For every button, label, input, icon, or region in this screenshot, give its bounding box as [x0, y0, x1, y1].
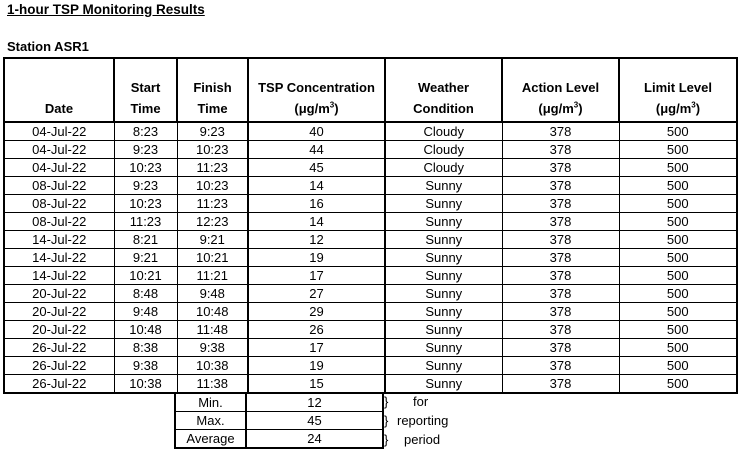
cell-limit-level: 500: [619, 285, 737, 303]
cell-action-level: 378: [502, 141, 619, 159]
cell-weather: Cloudy: [385, 159, 502, 177]
brace-glyph: }: [384, 432, 389, 447]
cell-limit-level: 500: [619, 249, 737, 267]
cell-weather: Sunny: [385, 195, 502, 213]
cell-tsp: 40: [248, 122, 385, 141]
cell-start-time: 8:23: [114, 122, 177, 141]
cell-date: 14-Jul-22: [4, 231, 114, 249]
brace-glyph: }: [384, 394, 389, 409]
cell-tsp: 17: [248, 267, 385, 285]
cell-tsp: 45: [248, 159, 385, 177]
cell-date: 04-Jul-22: [4, 159, 114, 177]
cell-tsp: 12: [248, 231, 385, 249]
summary-label: Min.: [175, 394, 246, 412]
cell-limit-level: 500: [619, 321, 737, 339]
cell-date: 04-Jul-22: [4, 122, 114, 141]
reporting-period-text: for: [413, 394, 429, 409]
cell-tsp: 26: [248, 321, 385, 339]
station-label: Station ASR1: [7, 39, 89, 54]
cell-weather: Sunny: [385, 177, 502, 195]
reporting-period-text: reporting: [397, 413, 449, 428]
header-finish-time: [177, 58, 248, 122]
cell-tsp: 14: [248, 213, 385, 231]
summary-label: Average: [175, 430, 246, 449]
cell-limit-level: 500: [619, 195, 737, 213]
table-row: [4, 249, 737, 267]
cell-finish-time: 11:23: [177, 195, 248, 213]
cell-limit-level: 500: [619, 375, 737, 394]
header-limit-level: [619, 58, 737, 122]
header-start-time: [114, 58, 177, 122]
cell-date: 26-Jul-22: [4, 375, 114, 394]
summary-row: [175, 412, 383, 430]
cell-limit-level: 500: [619, 159, 737, 177]
cell-weather: Sunny: [385, 321, 502, 339]
cell-start-time: 8:38: [114, 339, 177, 357]
cell-start-time: 10:23: [114, 195, 177, 213]
cell-date: 08-Jul-22: [4, 177, 114, 195]
cell-tsp: 14: [248, 177, 385, 195]
cell-finish-time: 11:23: [177, 159, 248, 177]
cell-tsp: 15: [248, 375, 385, 394]
table-row: [4, 141, 737, 159]
cell-start-time: 11:23: [114, 213, 177, 231]
cell-action-level: 378: [502, 303, 619, 321]
header-action-unit: $(\mu g/m^3)$: [538, 100, 583, 116]
cell-action-level: 378: [502, 122, 619, 141]
cell-tsp: 19: [248, 357, 385, 375]
cell-limit-level: 500: [619, 303, 737, 321]
cell-finish-time: 12:23: [177, 213, 248, 231]
cell-action-level: 378: [502, 195, 619, 213]
cell-date: 08-Jul-22: [4, 195, 114, 213]
cell-limit-level: 500: [619, 357, 737, 375]
cell-weather: Sunny: [385, 249, 502, 267]
cell-limit-level: 500: [619, 231, 737, 249]
cell-action-level: 378: [502, 357, 619, 375]
cell-weather: Cloudy: [385, 141, 502, 159]
summary-value: 12: [246, 394, 383, 412]
table-row: [4, 321, 737, 339]
header-weather-condition: [385, 58, 502, 122]
cell-finish-time: 10:23: [177, 141, 248, 159]
cell-date: 20-Jul-22: [4, 321, 114, 339]
cell-weather: Sunny: [385, 213, 502, 231]
summary-value: 24: [246, 430, 383, 449]
cell-action-level: 378: [502, 321, 619, 339]
cell-date: 04-Jul-22: [4, 141, 114, 159]
table-row: [4, 213, 737, 231]
cell-finish-time: 10:23: [177, 177, 248, 195]
cell-tsp: 44: [248, 141, 385, 159]
cell-action-level: 378: [502, 267, 619, 285]
cell-finish-time: 11:38: [177, 375, 248, 394]
cell-action-level: 378: [502, 213, 619, 231]
header-date: [4, 58, 114, 122]
cell-weather: Sunny: [385, 375, 502, 394]
cell-date: 20-Jul-22: [4, 303, 114, 321]
cell-start-time: 9:23: [114, 141, 177, 159]
cell-action-level: 378: [502, 177, 619, 195]
brace-glyph: }: [384, 413, 389, 428]
cell-action-level: 378: [502, 231, 619, 249]
cell-date: 26-Jul-22: [4, 339, 114, 357]
cell-weather: Cloudy: [385, 122, 502, 141]
cell-limit-level: 500: [619, 213, 737, 231]
cell-finish-time: 9:48: [177, 285, 248, 303]
table-row: [4, 267, 737, 285]
header-limit-unit: $(\mu g/m^3)$: [655, 100, 701, 116]
cell-finish-time: 10:48: [177, 303, 248, 321]
cell-finish-time: 10:38: [177, 357, 248, 375]
cell-weather: Sunny: [385, 303, 502, 321]
header-finish-line1: Finish: [193, 80, 232, 95]
cell-start-time: 9:38: [114, 357, 177, 375]
cell-finish-time: 11:48: [177, 321, 248, 339]
cell-action-level: 378: [502, 339, 619, 357]
cell-start-time: 9:48: [114, 303, 177, 321]
cell-tsp: 27: [248, 285, 385, 303]
table-row: [4, 357, 737, 375]
reporting-period-text: period: [404, 432, 441, 447]
cell-start-time: 8:21: [114, 231, 177, 249]
header-weather-line2: Condition: [413, 101, 474, 116]
cell-tsp: 17: [248, 339, 385, 357]
cell-start-time: 10:38: [114, 375, 177, 394]
header-row: [4, 58, 737, 122]
header-action-line1: Action Level: [521, 80, 600, 95]
cell-limit-level: 500: [619, 122, 737, 141]
header-start-line1: Start: [130, 80, 161, 95]
table-row: [4, 285, 737, 303]
page-title: 1-hour TSP Monitoring Results: [7, 2, 205, 17]
summary-row: [175, 394, 383, 412]
cell-limit-level: 500: [619, 141, 737, 159]
cell-finish-time: 9:38: [177, 339, 248, 357]
cell-limit-level: 500: [619, 177, 737, 195]
summary-row: [175, 430, 383, 449]
cell-date: 20-Jul-22: [4, 285, 114, 303]
cell-finish-time: 9:21: [177, 231, 248, 249]
header-tsp-concentration: [248, 58, 385, 122]
cell-weather: Sunny: [385, 339, 502, 357]
tsp-results-table: [3, 57, 738, 394]
cell-weather: Sunny: [385, 231, 502, 249]
cell-tsp: 29: [248, 303, 385, 321]
header-tsp-line1: TSP Concentration: [258, 80, 375, 95]
cell-limit-level: 500: [619, 339, 737, 357]
cell-finish-time: 9:23: [177, 122, 248, 141]
summary-label: Max.: [175, 412, 246, 430]
cell-start-time: 9:21: [114, 249, 177, 267]
table-row: [4, 339, 737, 357]
cell-finish-time: 11:21: [177, 267, 248, 285]
summary-value: 45: [246, 412, 383, 430]
table-row: [4, 159, 737, 177]
cell-action-level: 378: [502, 159, 619, 177]
cell-start-time: 8:48: [114, 285, 177, 303]
cell-date: 14-Jul-22: [4, 249, 114, 267]
cell-limit-level: 500: [619, 267, 737, 285]
cell-date: 08-Jul-22: [4, 213, 114, 231]
table-row: [4, 195, 737, 213]
cell-date: 26-Jul-22: [4, 357, 114, 375]
header-weather-line1: Weather: [417, 80, 470, 95]
cell-start-time: 9:23: [114, 177, 177, 195]
cell-action-level: 378: [502, 249, 619, 267]
table-row: [4, 122, 737, 141]
cell-action-level: 378: [502, 375, 619, 394]
header-start-line2: Time: [130, 101, 161, 116]
cell-action-level: 378: [502, 285, 619, 303]
cell-weather: Sunny: [385, 357, 502, 375]
header-tsp-unit: $(\mu g/m^3)$: [294, 100, 339, 116]
cell-weather: Sunny: [385, 285, 502, 303]
cell-finish-time: 10:21: [177, 249, 248, 267]
table-row: [4, 231, 737, 249]
cell-weather: Sunny: [385, 267, 502, 285]
cell-start-time: 10:48: [114, 321, 177, 339]
header-action-level: [502, 58, 619, 122]
summary-table: [174, 393, 384, 449]
table-row: [4, 375, 737, 394]
header-finish-line2: Time: [197, 101, 228, 116]
cell-tsp: 19: [248, 249, 385, 267]
cell-start-time: 10:23: [114, 159, 177, 177]
table-row: [4, 177, 737, 195]
header-limit-line1: Limit Level: [644, 80, 712, 95]
header-date-label: Date: [44, 101, 74, 116]
table-body: [4, 122, 737, 393]
cell-start-time: 10:21: [114, 267, 177, 285]
cell-tsp: 16: [248, 195, 385, 213]
table-row: [4, 303, 737, 321]
cell-date: 14-Jul-22: [4, 267, 114, 285]
